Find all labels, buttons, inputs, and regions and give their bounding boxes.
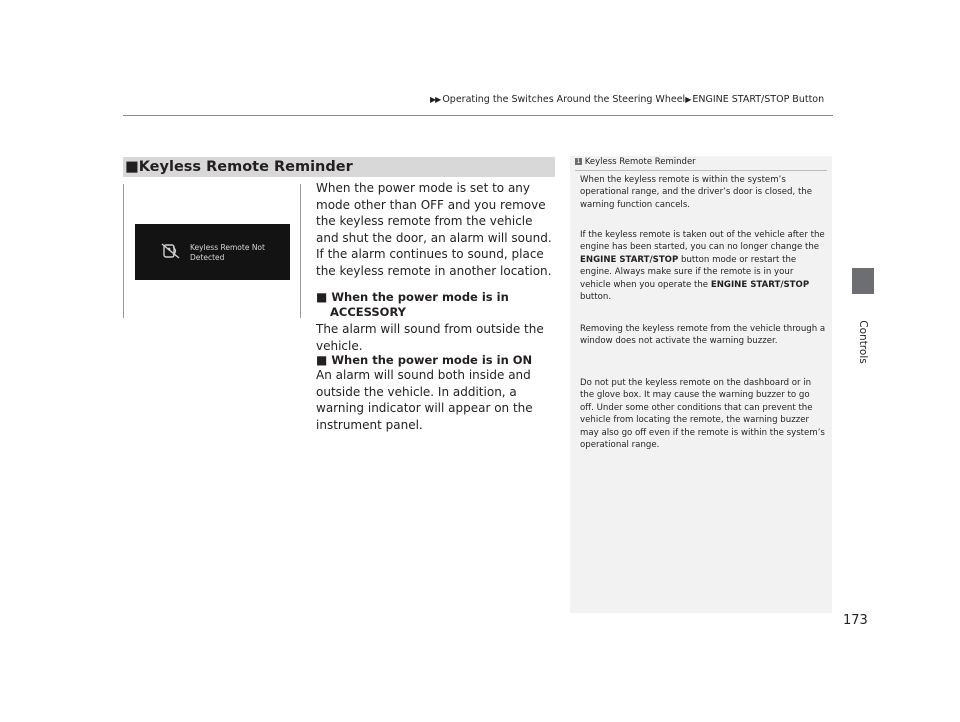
breadcrumb [430, 94, 824, 105]
on-paragraph: An alarm will sound both inside and outside the vehicle. In addition, a warning indicator will appear on the instrument panel. [316, 368, 533, 432]
chapter-tab-marker [852, 268, 874, 294]
double-arrow-icon: ▶▶ [430, 95, 441, 104]
note-marker-icon: 1 [576, 158, 581, 165]
section-title: ■Keyless Remote Reminder [125, 159, 353, 175]
display-message: Keyless Remote Not Detected [190, 243, 265, 262]
note-paragraph-4: Do not put the keyless remote on the dashboard or in the glove box. It may cause the warning buzzer to go off. Under some other conditions that can prevent the vehicle from locating the remote, the warning buzzer may also go off even if the remote is within the system’s operational range. [580, 378, 825, 451]
square-bullet-icon: ■ [316, 353, 328, 367]
subheading-accessory: ■ When the power mode is in ACCESSORY [316, 290, 509, 319]
note-paragraph-1: When the keyless remote is within the system’s operational range, and the driver’s door is closed, the warning function cancels. [580, 175, 813, 210]
note-rule [575, 170, 827, 171]
breadcrumb-item-1: Operating the Switches Around the Steering Wheel [442, 94, 686, 105]
breadcrumb-item-2: ENGINE START/STOP Button [692, 94, 825, 105]
header-rule [123, 115, 833, 116]
page-number: 173 [843, 613, 868, 628]
subheading-on: ■ When the power mode is in ON [316, 353, 533, 367]
key-crossed-icon [161, 243, 181, 259]
chapter-tab-label: Controls [857, 320, 869, 364]
note-title: 1 Keyless Remote Reminder [576, 157, 696, 167]
square-bullet-icon: ■ [125, 159, 139, 175]
square-bullet-icon: ■ [316, 290, 328, 304]
intro-paragraph: When the power mode is set to any mode other than OFF and you remove the keyless remote from the vehicle and shut the door, an alarm will sound. If the alarm continues to sound, place the keyless remote in another location. [316, 181, 552, 278]
note-paragraph-2: If the keyless remote is taken out of the vehicle after the engine has been started, you can no longer change the ENGINE START/STOP button mode or restart the engine. Always make sure if the remote is in your vehicle when you operate the ENGINE START/STOP button. [580, 230, 825, 303]
note-paragraph-3: Removing the keyless remote from the vehicle through a window does not activate the warning buzzer. [580, 324, 826, 347]
arrow-icon: ▶ [685, 95, 691, 104]
display-screen-image [135, 224, 290, 280]
accessory-paragraph: The alarm will sound from outside the vehicle. [316, 322, 544, 353]
